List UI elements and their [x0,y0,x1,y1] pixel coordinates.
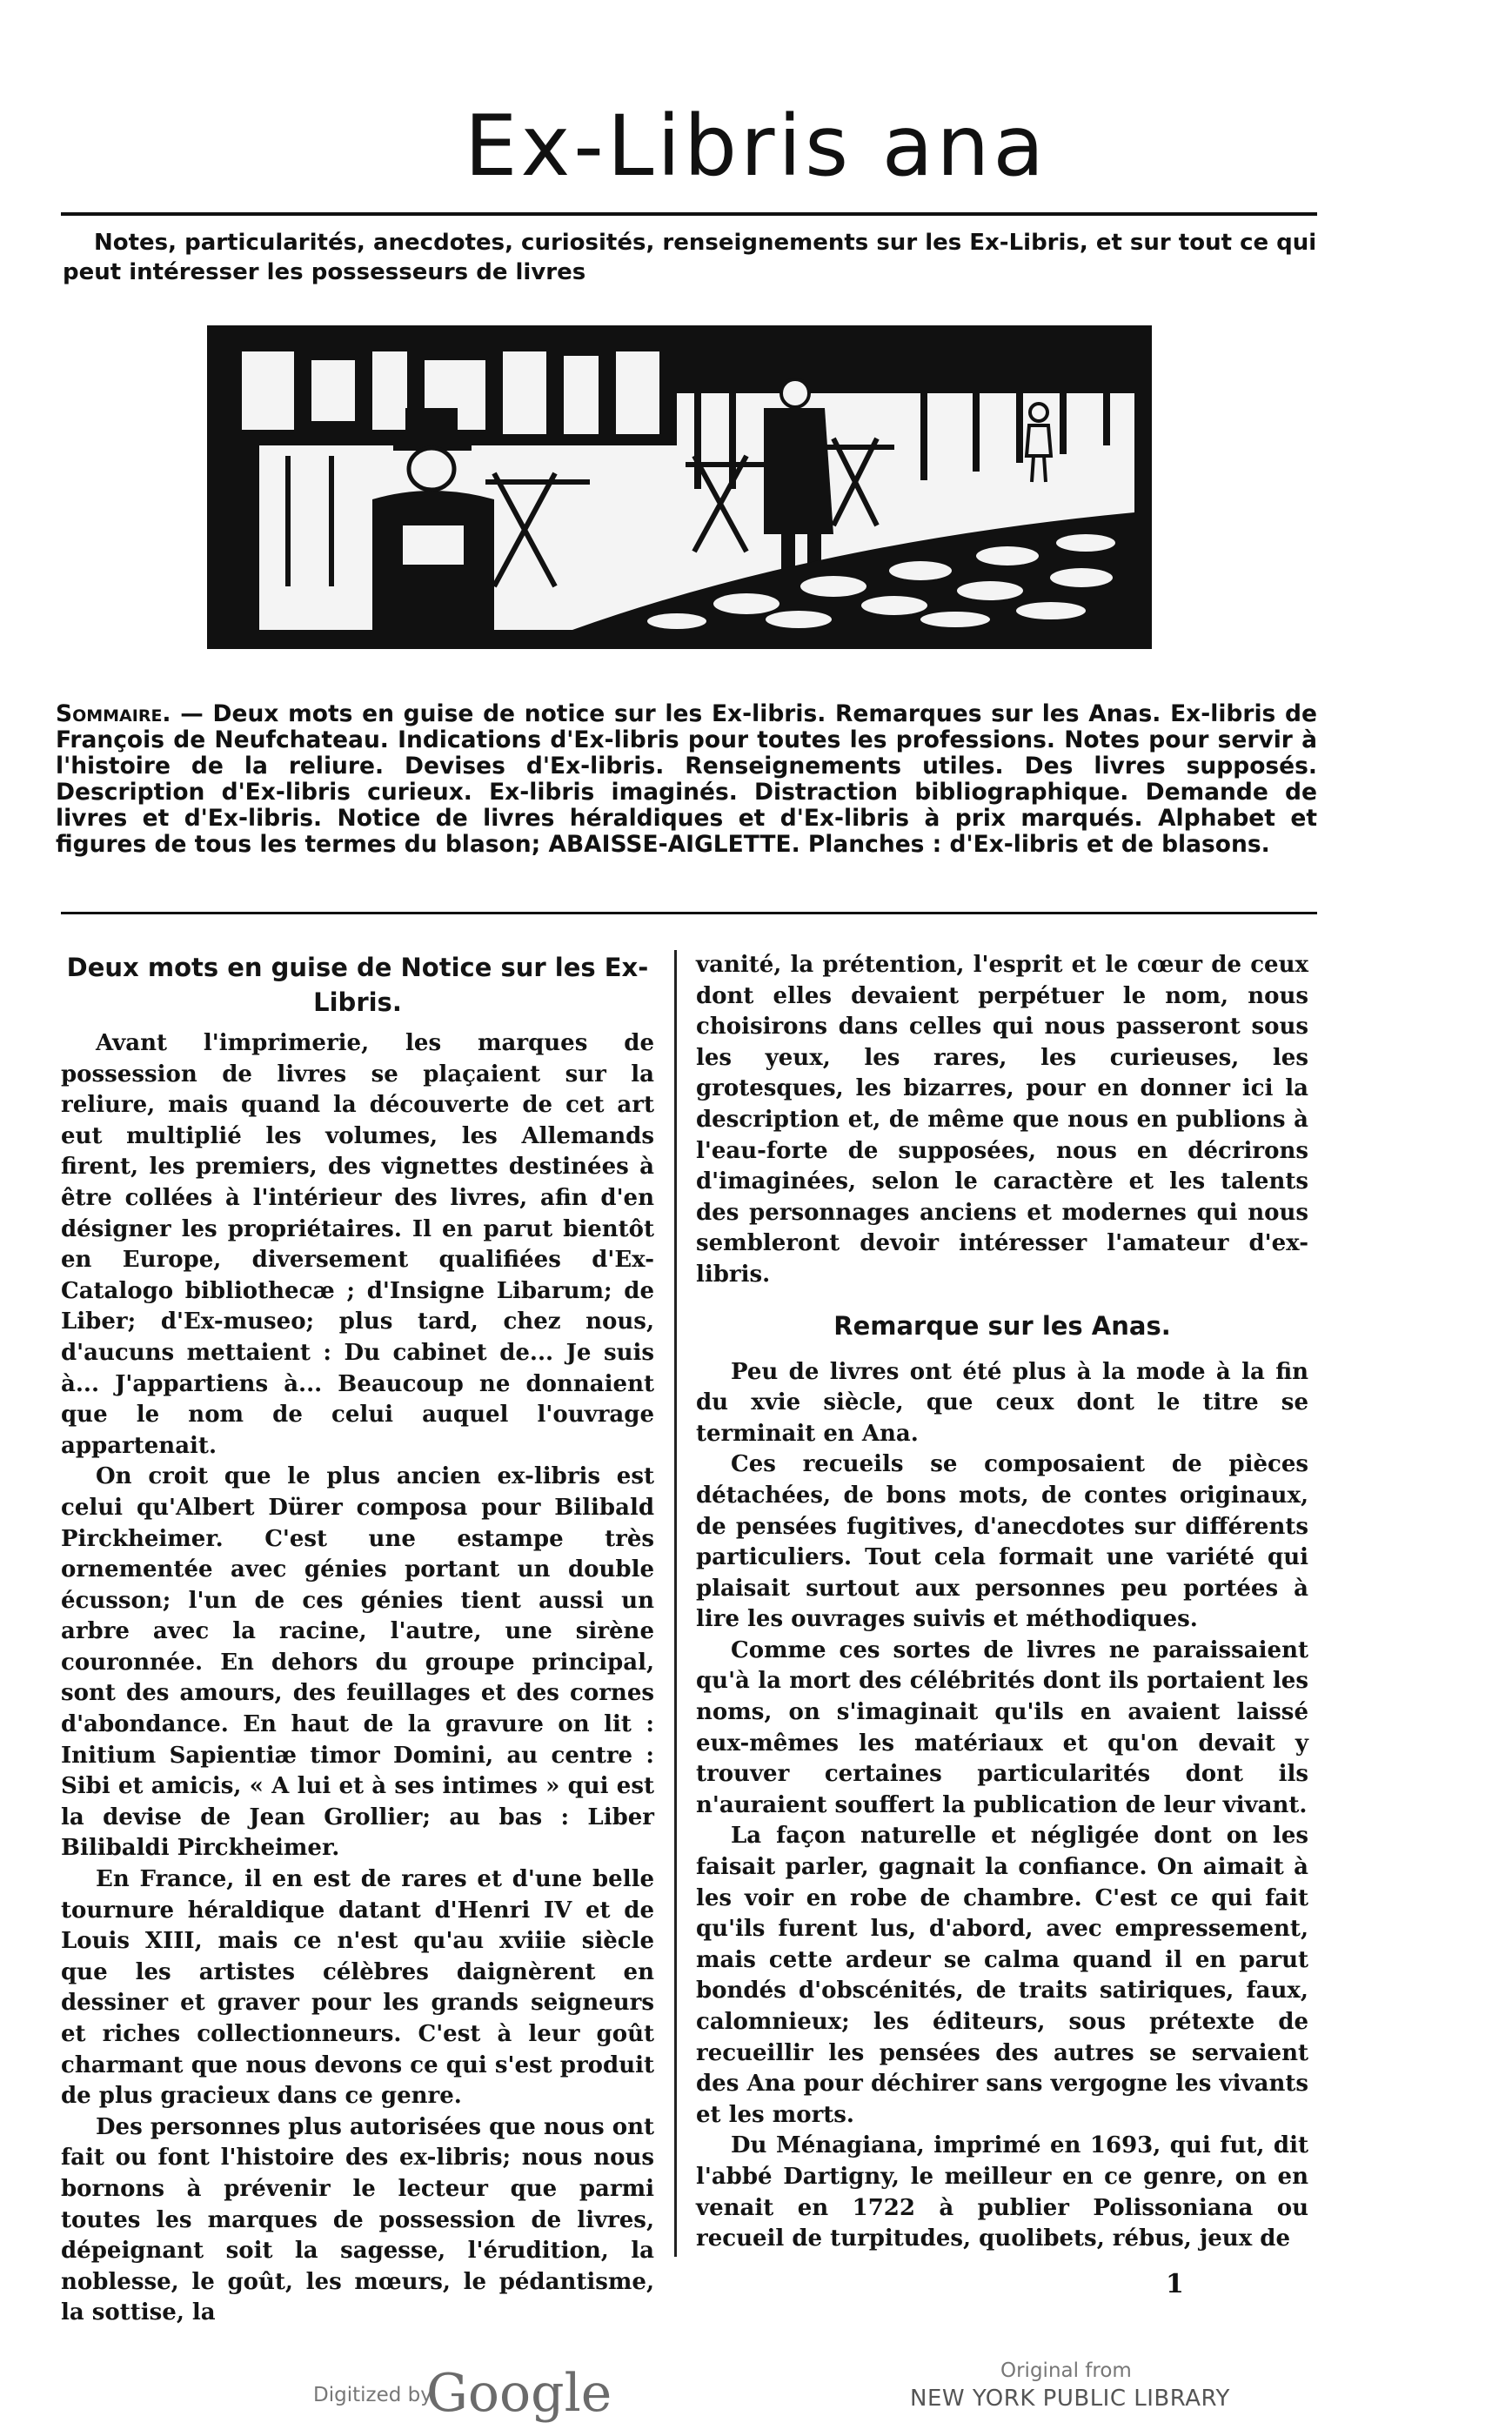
subtitle: Notes, particularités, anecdotes, curiosités, renseignements sur les Ex-Libris, et sur tout ce qui peut intéresser les possesseurs de livres [63,230,1317,285]
summary-label: Sommaire. [56,700,171,727]
original-from-label: Original from [1000,2359,1132,2382]
right-intro-paragraph: vanité, la prétention, l'esprit et le cœur de ceux dont elles devaient perpétuer le nom, nous choisirons dans celles qui nous passeront sous les yeux, les rares, les curieuses, les grotesques, les bizarres, pour en donner ici la description et, de même que nous en publions à l'eau-forte de supposées, nous en décrirons d'imaginées, selon le caractère et les talents des personnages anciens et modernes qui nous sembleront devoir intéresser l'amateur d'ex-libris. [696,952,1308,1288]
left-paragraph: Avant l'imprimerie, les marques de possession de livres se plaçaient sur la reliure, mais quand la découverte de cet art eut multiplié les volumes, les Allemands firent, les premiers, des vignettes destinées à être collées à l'intérieur des livres, afin d'en désigner les propriétaires. Il en parut bientôt en Europe, diversement qualifiées d'Ex-Catalogo bibliothecæ ; d'Insigne Libarum; de Liber; d'Ex-museo; plus tard, chez nous, d'aucuns mettaient : Du cabinet de... Je suis à... J'appartiens à... Beaucoup ne donnaient que le nom de celui auquel l'ouvrage appartenait. [61,1030,654,1459]
page-number: 1 [1166,2269,1184,2299]
notice-heading: Deux mots en guise de Notice sur les Ex-Libris. [66,953,649,1017]
summary [56,701,1317,858]
digitized-by-label: Digitized by [313,2384,432,2406]
left-column [61,950,654,2329]
right-column [696,950,1308,2255]
google-logo: Google [426,2363,612,2424]
summary-text: — Deux mots en guise de notice sur les Ex-libris. Remarques sur les Anas. Ex-libris de François de Neufchateau. Indications d'Ex-libris pour toutes les professions. Notes pour servir à l'histoire de la reliure. Devises d'Ex-libris. Renseignements utiles. Des livres supposés. Description d'Ex-libris curieux. Ex-libris imaginés. Distraction bibliographique. Demande de livres et d'Ex-libris. Notice de livres héraldiques et d'Ex-libris à prix marqués. Alphabet et figures de tous les termes du blason; ABAISSE-AIGLETTE. Planches : d'Ex-libris et de blasons. [56,700,1317,858]
page-title: Ex-Libris ana [464,97,1048,195]
right-paragraph: Comme ces sortes de livres ne paraissaient qu'à la mort des célébrités dont ils portaient les noms, on s'imaginait qu'ils en avaient laissé eux-mêmes les matériaux et qu'on devait y trouver certaines particularités dont ils n'auraient souffert la publication de leur vivant. [696,1636,1308,1818]
left-paragraph: Des personnes plus autorisées que nous ont fait ou font l'histoire des ex-libris; nous nous bornons à prévenir le lecteur que parmi toutes les marques de possession de livres, dépeignant soit la sagesse, l'érudition, la noblesse, le goût, les mœurs, le pédantisme, la sottise, la [61,2113,654,2326]
left-paragraph: On croit que le plus ancien ex-libris est celui qu'Albert Dürer composa pour Bilibald Pirckheimer. C'est une estampe très ornementée avec génies portant un double écusson; l'un de ces génies tient aussi un arbre avec la racine, l'autre, une sirène couronnée. En dehors du groupe principal, sont des amours, des feuillages et des cornes d'abondance. En haut de la gravure on lit : Initium Sapientiæ timor Domini, au centre : Sibi et amicis, « A lui et à ses intimes » qui est la devise de Jean Grollier; au bas : Liber Bilibaldi Pirckheimer. [61,1463,654,1862]
title-rule [61,212,1317,216]
right-paragraph: La façon naturelle et négligée dont on les faisait parler, gagnait la confiance. On aimait à les voir en robe de chambre. C'est ce qui fait qu'ils furent lus, d'abord, avec empressement, mais cette ardeur se calma quand il en parut bondés d'obscénités, de traits satiriques, faux, calomnieux; les éditeurs, sous prétexte de recueillir les pensées des autres se servaient des Ana pour déchirer sans vergogne les vivants et les morts. [696,1823,1308,2128]
bookstall-woodcut-illustration [207,325,1152,649]
summary-rule [61,912,1317,914]
right-paragraph: Du Ménagiana, imprimé en 1693, qui fut, dit l'abbé Dartigny, le meilleur en ce genre, on en venait en 1722 à publier Polissoniana ou recueil de turpitudes, quolibets, rébus, jeux de [696,2132,1308,2252]
right-paragraph: Ces recueils se composaient de pièces détachées, de bons mots, de contes originaux, de pensées fugitives, d'anecdotes sur différents particuliers. Tout cela formait une variété qui plaisait surtout aux personnes peu portées à lire les ouvrages suivis et méthodiques. [696,1451,1308,1633]
library-name: NEW YORK PUBLIC LIBRARY [910,2386,1230,2412]
left-paragraph: En France, il en est de rares et d'une belle tournure héraldique datant d'Henri IV et de Louis XIII, mais ce n'est qu'au xviiie siècle que les artistes célèbres daignèrent en dessiner et graver pour les grands seigneurs et riches collectionneurs. C'est à leur goût charmant que nous devons ce qui s'est produit de plus gracieux dans ce genre. [61,1866,654,2110]
right-paragraph: Peu de livres ont été plus à la mode à la fin du xvie siècle, que ceux dont le titre se terminait en Ana. [696,1358,1308,1447]
column-divider [674,950,677,2257]
anas-heading: Remarque sur les Anas. [833,1310,1171,1341]
